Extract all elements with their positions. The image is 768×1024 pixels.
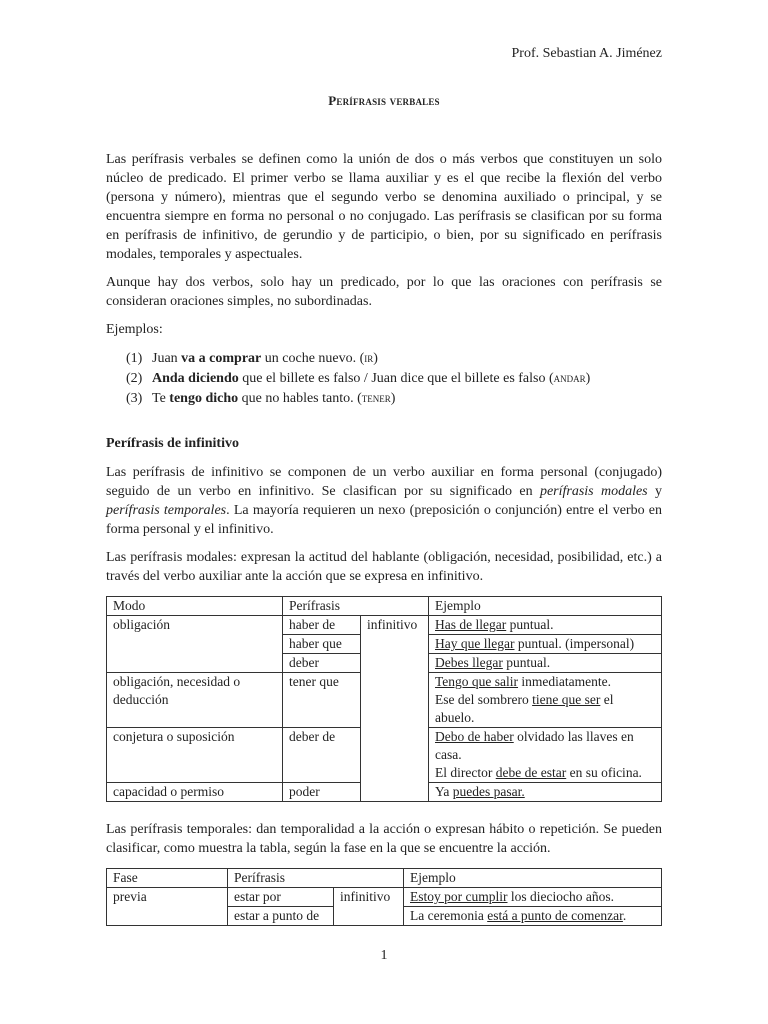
header-fase: Fase	[107, 869, 228, 888]
table-row: deber Debes llegar puntual.	[107, 654, 662, 673]
header-ejemplo: Ejemplo	[404, 869, 662, 888]
example-item: (3) Te tengo dicho que no hables tanto. (tener)	[126, 390, 396, 406]
modal-table-wrapper	[106, 596, 662, 802]
temporal-table-wrapper	[106, 868, 662, 926]
author-header: Prof. Sebastian A. Jiménez	[511, 46, 662, 61]
infinitivo-section	[106, 434, 662, 586]
temporales-paragraph: Las perífrasis temporales: dan temporalidad a la acción o expresan hábito o repetición. Se pueden clasificar, como muestra la tabla, según la fase en la que se encuentre la acción.	[106, 822, 662, 856]
table-header-row	[107, 597, 662, 616]
temporales-section	[106, 820, 662, 858]
example-item: (1) Juan va a comprar un coche nuevo. (ir)	[126, 350, 378, 366]
table-row: haber que Hay que llegar puntual. (impersonal)	[107, 635, 662, 654]
table-row: capacidad o permiso poder Ya puedes pasar.	[107, 783, 662, 802]
example-item: (2) Anda diciendo que el billete es falso / Juan dice que el billete es falso (andar)	[126, 370, 591, 386]
intro-section	[106, 150, 662, 408]
header-perifrasis: Perífrasis	[283, 597, 429, 616]
table-row: obligación haber de infinitivo Has de llegar puntual.	[107, 616, 662, 635]
infinitivo-cell: infinitivo	[361, 616, 429, 802]
infinitivo-cell: infinitivo	[334, 888, 404, 926]
header-perifrasis: Perífrasis	[228, 869, 404, 888]
section-heading: Perífrasis de infinitivo	[106, 436, 239, 451]
page-number: 1	[380, 948, 388, 963]
examples-list	[106, 348, 662, 408]
table-row: obligación, necesidad o deducción tener que Tengo que salir inmediatamente. Ese del sombrero tiene que ser el abuelo.	[107, 673, 662, 728]
intro-paragraph-1: Las perífrasis verbales se definen como la unión de dos o más verbos que constituyen un solo núcleo de predicado. El primer verbo se llama auxiliar y es el que recibe la flexión del verbo (persona y número), mientras que el segundo verbo se denomina auxiliado o principal, y se encuentra siempre en forma no personal o no conjugado. Las perífrasis se clasifican por su forma en perífrasis de infinitivo, de gerundio y de participio, o bien, por su significado en perífrasis modales, temporales y aspectuales.	[106, 152, 662, 262]
table-header-row	[107, 869, 662, 888]
intro-paragraph-2: Aunque hay dos verbos, solo hay un predicado, por lo que las oraciones con perífrasis se consideran oraciones simples, no subordinadas.	[106, 275, 662, 309]
infinitivo-paragraph-2: Las perífrasis modales: expresan la actitud del hablante (obligación, necesidad, posibilidad, etc.) a través del verbo auxiliar ante la acción que se expresa en infinitivo.	[106, 550, 662, 584]
title-rest: erífrasis verbales	[336, 93, 440, 108]
modal-perifrasis-table	[106, 596, 662, 802]
document-page	[106, 0, 662, 1024]
temporal-perifrasis-table	[106, 868, 662, 926]
header-modo: Modo	[107, 597, 283, 616]
document-title	[106, 91, 662, 110]
infinitivo-paragraph-1: Las perífrasis de infinitivo se componen de un verbo auxiliar en forma personal (conjugado) seguido de un verbo en infinitivo. Se clasifican por su significado en perífrasis modales y perífrasis temporales. La mayoría requieren un nexo (preposición o conjunción) entre el verbo en forma personal y el infinitivo.	[106, 465, 663, 537]
examples-label: Ejemplos:	[106, 322, 163, 337]
header-ejemplo: Ejemplo	[429, 597, 662, 616]
table-row: previa estar por infinitivo Estoy por cumplir los dieciocho años.	[107, 888, 662, 907]
title-initial: P	[328, 93, 337, 108]
table-row: conjetura o suposición deber de Debo de haber olvidado las llaves en casa. El director debe de estar en su oficina.	[107, 728, 662, 783]
table-row: estar a punto de La ceremonia está a punto de comenzar.	[107, 907, 662, 926]
